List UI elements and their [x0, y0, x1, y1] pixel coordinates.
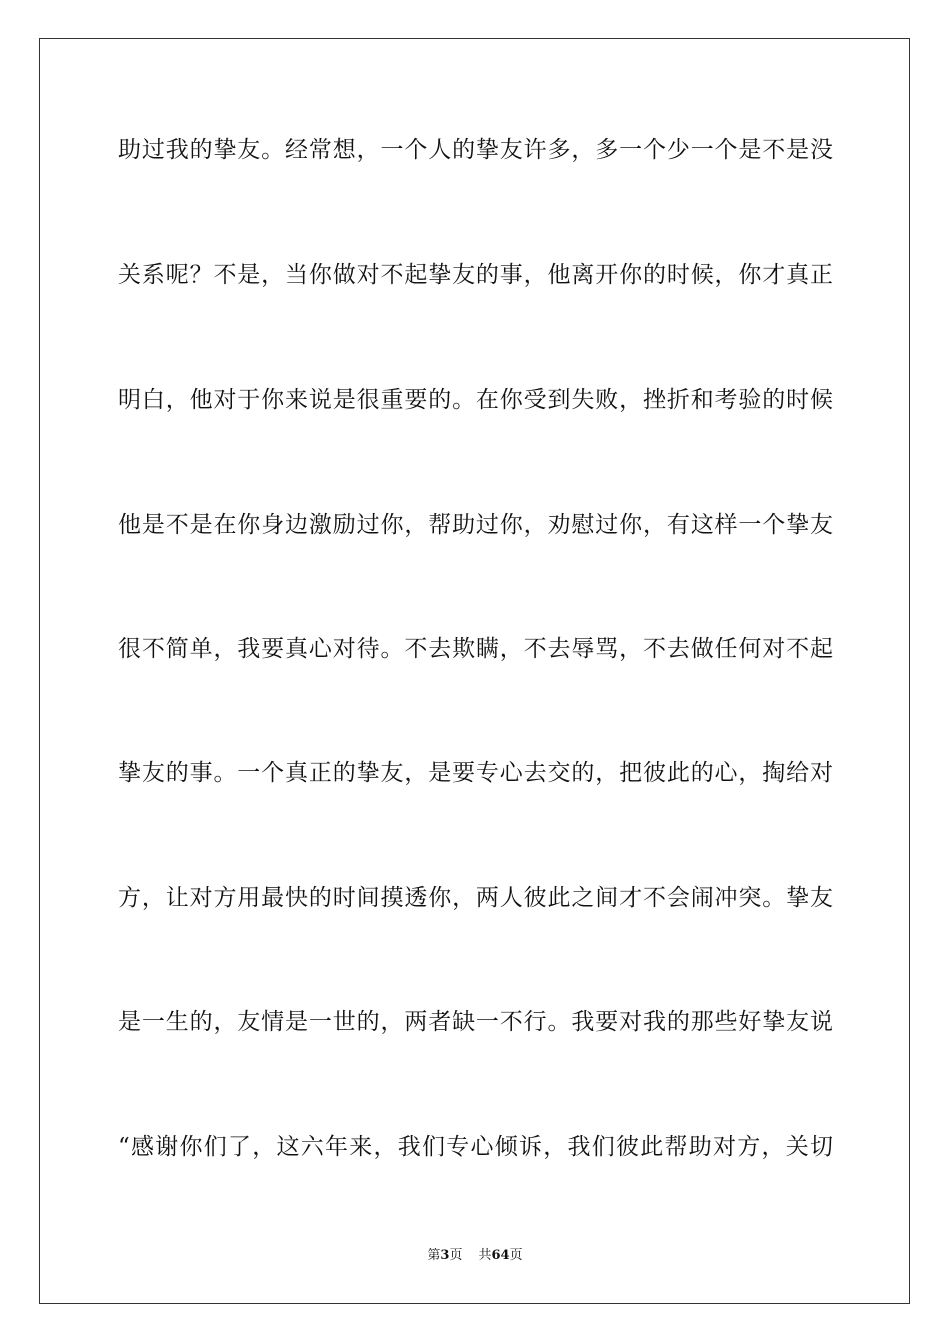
body-text-line-9: “感谢你们了，这六年来，我们专心倾诉，我们彼此帮助对方，关切 [118, 1134, 833, 1160]
body-text-line-2: 关系呢？不是，当你做对不起挚友的事，他离开你的时候，你才真正 [118, 262, 833, 288]
body-text-line-4: 他是不是在你身边激励过你，帮助过你，劝慰过你，有这样一个挚友 [118, 512, 833, 538]
page-prefix: 第 [427, 1248, 441, 1263]
body-text-line-5: 很不简单，我要真心对待。不去欺瞒，不去辱骂，不去做任何对不起 [118, 636, 833, 662]
total-prefix: 共 [478, 1248, 492, 1263]
body-text-line-1: 助过我的挚友。经常想，一个人的挚友许多，多一个少一个是不是没 [118, 137, 833, 163]
body-text-line-8: 是一生的，友情是一世的，两者缺一不行。我要对我的那些好挚友说 [118, 1009, 833, 1035]
page-border [39, 38, 910, 1304]
total-pages: 64 [491, 1248, 510, 1263]
page-footer [0, 1246, 950, 1266]
total-suffix: 页 [509, 1248, 523, 1263]
page-suffix: 页 [449, 1248, 463, 1263]
body-text-line-3: 明白，他对于你来说是很重要的。在你受到失败，挫折和考验的时候 [118, 387, 833, 413]
body-text-line-6: 挚友的事。一个真正的挚友，是要专心去交的，把彼此的心，掏给对 [118, 760, 833, 786]
page-number: 3 [440, 1248, 450, 1263]
body-text-line-7: 方，让对方用最快的时间摸透你，两人彼此之间才不会闹冲突。挚友 [118, 885, 833, 911]
